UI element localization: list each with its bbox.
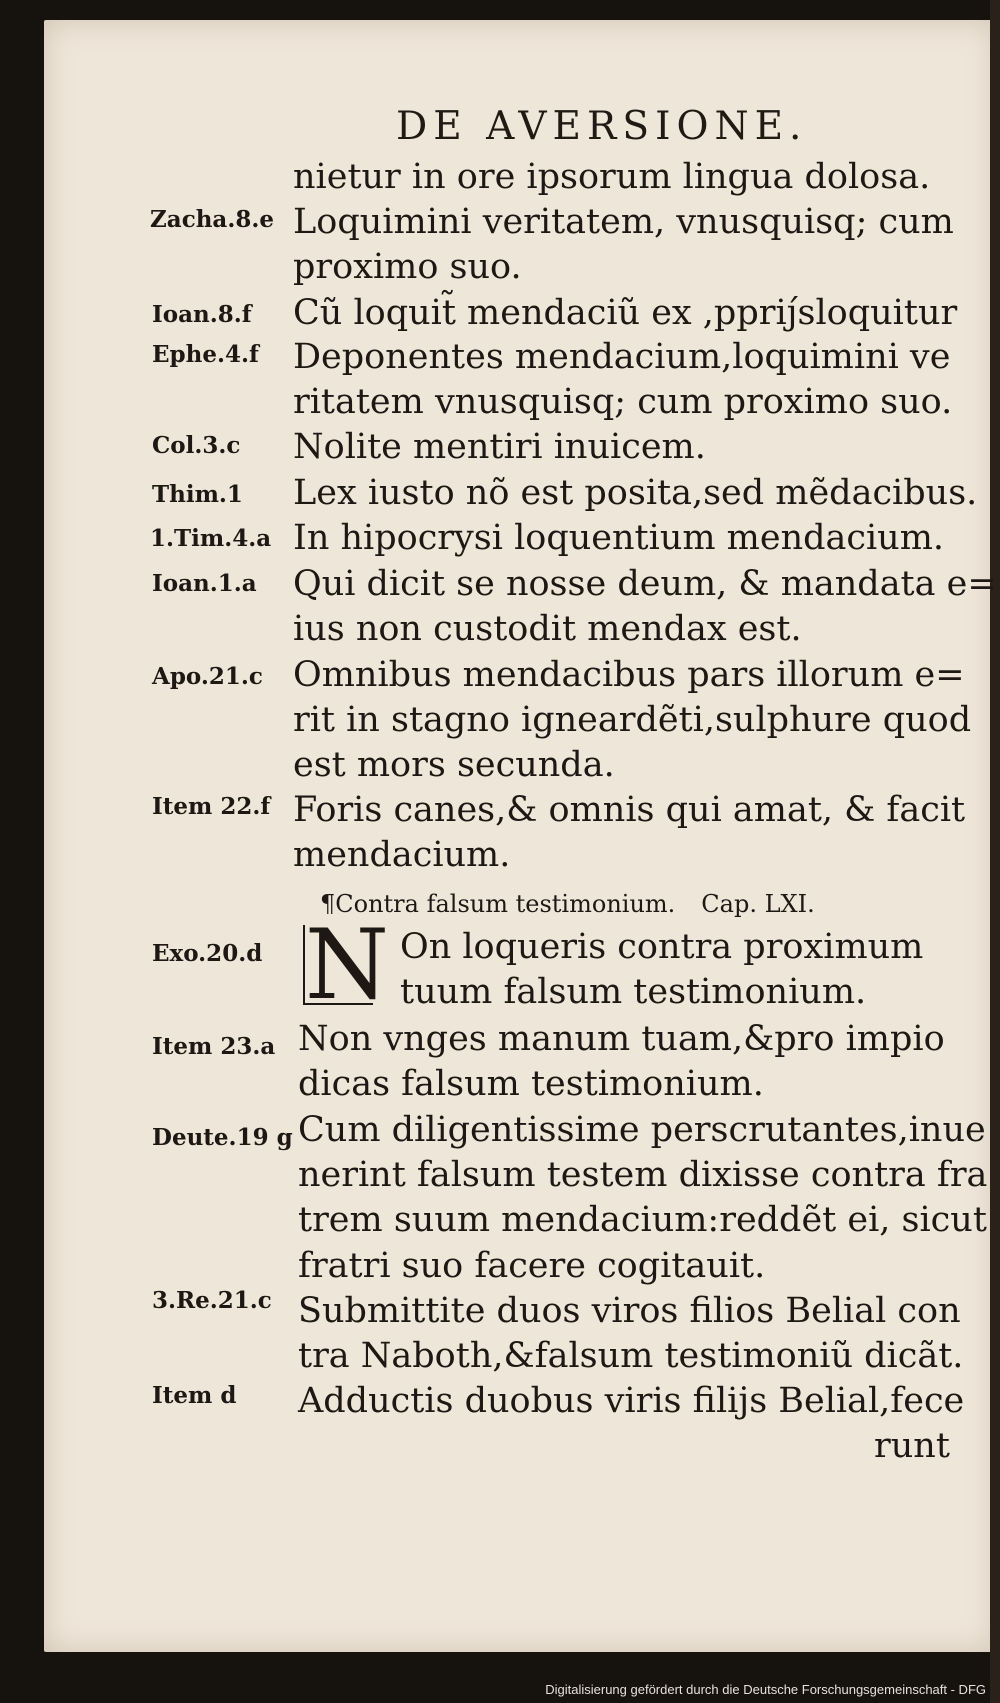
text-line: nerint falsum testem dixisse contra fra xyxy=(298,1155,988,1195)
page-edge xyxy=(990,0,1000,1703)
text-line: nietur in ore ipsorum lingua dolosa. xyxy=(293,157,931,197)
text-line: Foris canes,& omnis qui amat, & facit xyxy=(293,790,966,830)
text-line: Non vnges manum tuam,&pro impio xyxy=(298,1019,945,1059)
chapter-number: Cap. LXI. xyxy=(701,890,815,918)
margin-note: Item d xyxy=(152,1382,237,1409)
text-line: mendacium. xyxy=(293,835,511,875)
text-line: Cũ loquit̃ mendaciũ ex ,ppriȷ́sloquitur xyxy=(293,293,958,333)
text-line: Qui dicit se nosse deum, & mandata e= xyxy=(293,564,997,604)
text-line: Deponentes mendacium,loquimini ve xyxy=(293,337,951,377)
margin-note: Zacha.8.e xyxy=(150,206,274,233)
text-line: est mors secunda. xyxy=(293,745,615,785)
text-line: In hipocrysi loquentium mendacium. xyxy=(293,518,945,558)
text-line: Submittite duos viros filios Belial con xyxy=(298,1291,961,1331)
text-line: Cum diligentissime perscrutantes,inue xyxy=(298,1110,986,1150)
margin-note: 1.Tim.4.a xyxy=(150,525,272,552)
drop-capital: N xyxy=(305,909,389,1021)
text-line: tra Naboth,&falsum testimoniũ dicãt. xyxy=(298,1336,964,1376)
text-line: tuum falsum testimonium. xyxy=(400,972,867,1012)
text-line: ius non custodit mendax est. xyxy=(293,609,802,649)
margin-note: Thim.1 xyxy=(152,481,243,508)
margin-note: Item 22.f xyxy=(152,793,271,820)
chapter-title: ¶Contra falsum testimonium. xyxy=(320,890,676,918)
text-line: fratri suo facere cogitauit. xyxy=(298,1246,766,1286)
margin-note: Ioan.8.f xyxy=(152,301,252,328)
text-line: On loqueris contra proximum xyxy=(400,927,924,967)
chapter-heading xyxy=(320,890,815,918)
margin-note: Col.3.c xyxy=(152,432,241,459)
text-line: dicas falsum testimonium. xyxy=(298,1064,764,1104)
margin-note: Ephe.4.f xyxy=(152,341,259,368)
digitization-credit: Digitalisierung gefördert durch die Deutsche Forschungsgemeinschaft - DFG xyxy=(545,1682,986,1697)
text-line: ritatem vnusquisq; cum proximo suo. xyxy=(293,382,953,422)
margin-note: Ioan.1.a xyxy=(152,570,257,597)
margin-note: Exo.20.d xyxy=(152,940,263,967)
text-line: Adductis duobus viris filijs Belial,fece xyxy=(298,1381,965,1421)
text-line: Lex iusto nõ est posita,sed mẽdacibus. xyxy=(293,473,978,513)
text-line: trem suum mendacium:reddẽt ei, sicut xyxy=(298,1200,987,1240)
running-header: DE AVERSIONE. xyxy=(396,104,808,149)
text-line: Nolite mentiri inuicem. xyxy=(293,427,706,467)
margin-note: Deute.19 g xyxy=(152,1124,293,1151)
text-line: Omnibus mendacibus pars illorum e= xyxy=(293,655,965,695)
text-line: proximo suo. xyxy=(293,247,522,287)
catchword: runt xyxy=(874,1426,950,1466)
margin-note: Apo.21.c xyxy=(152,663,263,690)
text-line: rit in stagno igneardẽti,sulphure quod xyxy=(293,700,972,740)
text-line: Loquimini veritatem, vnusquisq; cum xyxy=(293,202,954,242)
margin-note: Item 23.a xyxy=(152,1033,276,1060)
margin-note: 3.Re.21.c xyxy=(152,1287,272,1314)
